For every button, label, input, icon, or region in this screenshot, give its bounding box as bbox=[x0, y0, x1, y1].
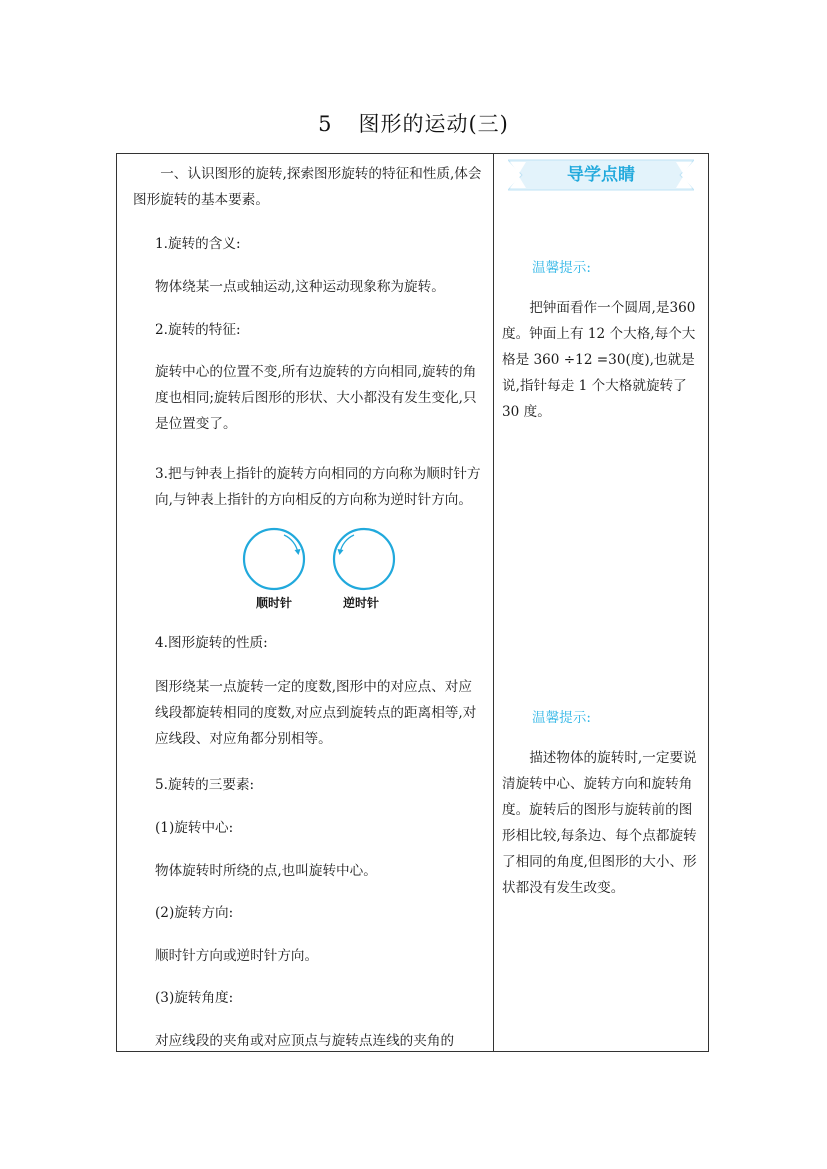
column-divider bbox=[493, 153, 494, 1052]
title-text: 图形的运动(三) bbox=[358, 112, 509, 136]
clockwise-label: 顺时针 bbox=[255, 596, 292, 610]
item4-body: 图形绕某一点旋转一定的度数,图形中的对应点、对应线段都旋转相同的度数,对应点到旋转点的距离相等,对应线段、对应角都分别相等。 bbox=[155, 679, 477, 747]
element2-body: 顺时针方向或逆时针方向。 bbox=[155, 948, 319, 964]
section-heading: 一、认识图形的旋转,探索图形旋转的特征和性质,体会图形旋转的基本要素。 bbox=[133, 166, 482, 208]
item5-title: 5.旋转的三要素: bbox=[155, 777, 255, 793]
element2-title: (2)旋转方向: bbox=[155, 905, 234, 921]
element1-title: (1)旋转中心: bbox=[155, 820, 234, 836]
element1-body: 物体旋转时所绕的点,也叫旋转中心。 bbox=[155, 863, 377, 879]
counterclockwise-arrow-icon bbox=[338, 549, 344, 555]
element3-body: 对应线段的夹角或对应顶点与旋转点连线的夹角的 bbox=[155, 1033, 455, 1049]
clockwise-arrow-icon bbox=[295, 549, 301, 555]
counterclockwise-label: 逆时针 bbox=[342, 596, 379, 610]
title-number: 5 bbox=[318, 112, 333, 136]
page-title bbox=[0, 108, 827, 138]
tip1-label: 温馨提示: bbox=[532, 260, 591, 276]
item1-body: 物体绕某一点或轴运动,这种运动现象称为旋转。 bbox=[155, 279, 445, 295]
item4-title: 4.图形旋转的性质: bbox=[155, 635, 268, 651]
rotation-direction-figure bbox=[238, 523, 408, 595]
item2-title: 2.旋转的特征: bbox=[155, 322, 241, 338]
item2-body: 旋转中心的位置不变,所有边旋转的方向相同,旋转的角度也相同;旋转后图形的形状、大小都没有发生变化,只是位置变了。 bbox=[155, 364, 477, 432]
tip2-body: 描述物体的旋转时,一定要说清旋转中心、旋转方向和旋转角度。旋转后的图形与旋转前的图形相比较,每条边、每个点都旋转了相同的角度,但图形的大小、形状都没有发生改变。 bbox=[502, 750, 697, 896]
item3-body: 3.把与钟表上指针的旋转方向相同的方向称为顺时针方向,与钟表上指针的方向相反的方向称为逆时针方向。 bbox=[155, 466, 481, 508]
tip1-body: 把钟面看作一个圆周,是360 度。钟面上有 12 个大格,每个大格是 360 ÷12 =30(度),也就是说,指针每走 1 个大格就旋转了 30 度。 bbox=[502, 300, 696, 420]
clockwise-circle bbox=[244, 529, 304, 589]
element3-title: (3)旋转角度: bbox=[155, 990, 234, 1006]
item1-title: 1.旋转的含义: bbox=[155, 236, 241, 252]
counterclockwise-circle bbox=[334, 529, 394, 589]
tip2-label: 温馨提示: bbox=[532, 710, 591, 726]
banner-title: 导学点睛 bbox=[567, 165, 635, 185]
